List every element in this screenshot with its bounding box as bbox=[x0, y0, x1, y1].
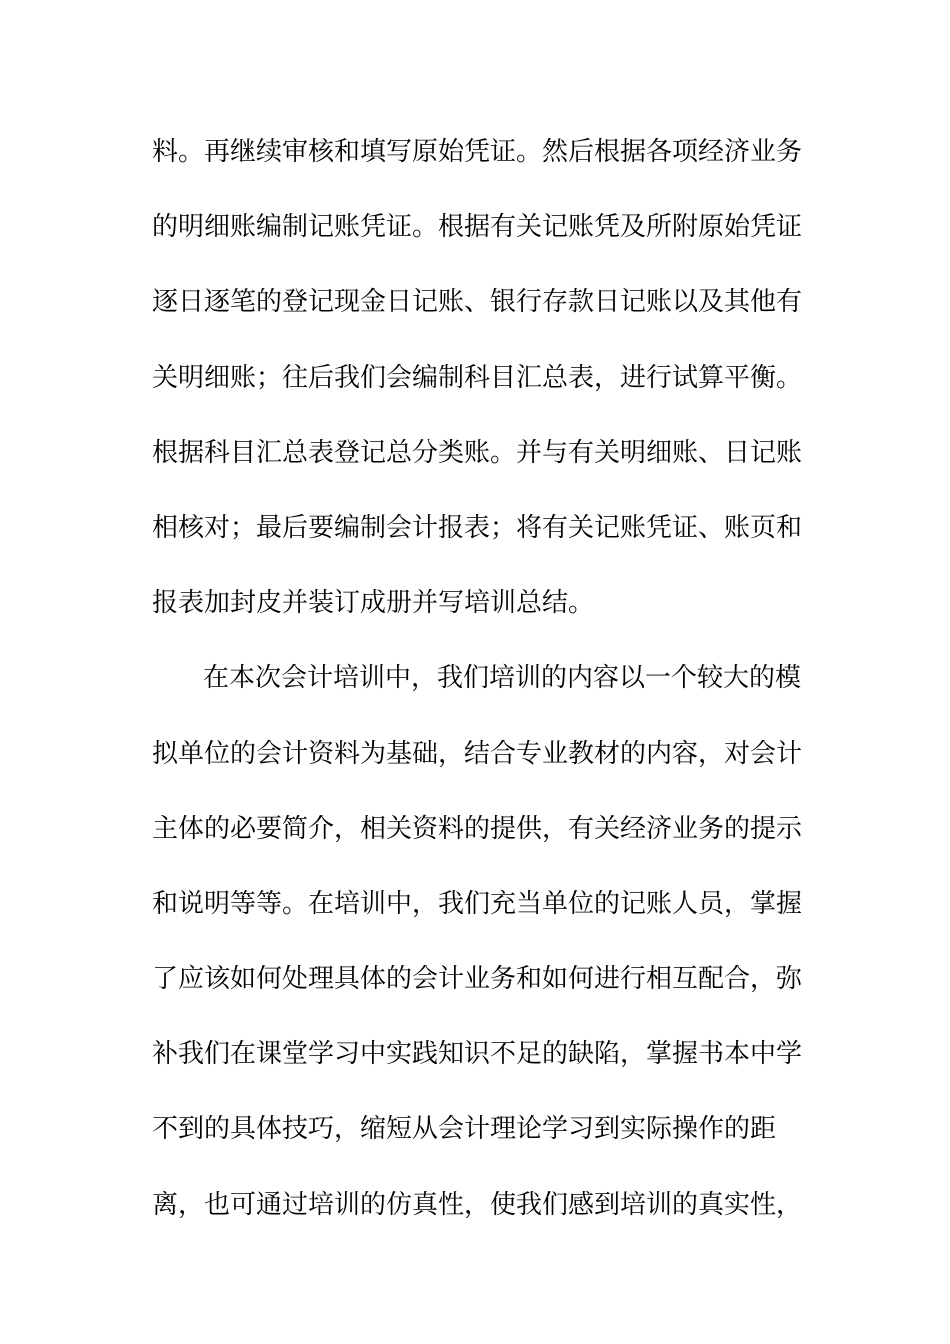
text-line: 了应该如何处理具体的会计业务和如何进行相互配合，弥 bbox=[152, 964, 803, 995]
text-line: 关明细账；往后我们会编制科目汇总表，进行试算平衡。 bbox=[152, 362, 803, 393]
text-line: 料。再继续审核和填写原始凭证。然后根据各项经济业务 bbox=[152, 137, 803, 167]
text-line: 和说明等等。在培训中，我们充当单位的记账人员，掌握 bbox=[152, 888, 803, 919]
text-line: 补我们在课堂学习中实践知识不足的缺陷，掌握书本中学 bbox=[152, 1039, 803, 1070]
text-line: 的明细账编制记账凭证。根据有关记账凭及所附原始凭证 bbox=[152, 212, 803, 243]
text-line: 逐日逐笔的登记现金日记账、银行存款日记账以及其他有 bbox=[152, 287, 803, 318]
paragraph-start-line: 在本次会计培训中，我们培训的内容以一个较大的模 bbox=[203, 663, 802, 694]
text-line: 相核对；最后要编制会计报表；将有关记账凭证、账页和 bbox=[152, 512, 803, 543]
body-text bbox=[152, 124, 802, 1252]
text-line: 主体的必要简介，相关资料的提供，有关经济业务的提示 bbox=[152, 813, 803, 844]
text-line: 离，也可通过培训的仿真性，使我们感到培训的真实性， bbox=[152, 1189, 803, 1220]
text-line: 拟单位的会计资料为基础，结合专业教材的内容，对会计 bbox=[152, 738, 803, 769]
text-line: 报表加封皮并装订成册并写培训总结。 bbox=[152, 588, 595, 619]
text-line: 不到的具体技巧，缩短从会计理论学习到实际操作的距 bbox=[152, 1114, 777, 1145]
text-line: 根据科目汇总表登记总分类账。并与有关明细账、日记账 bbox=[152, 437, 803, 468]
